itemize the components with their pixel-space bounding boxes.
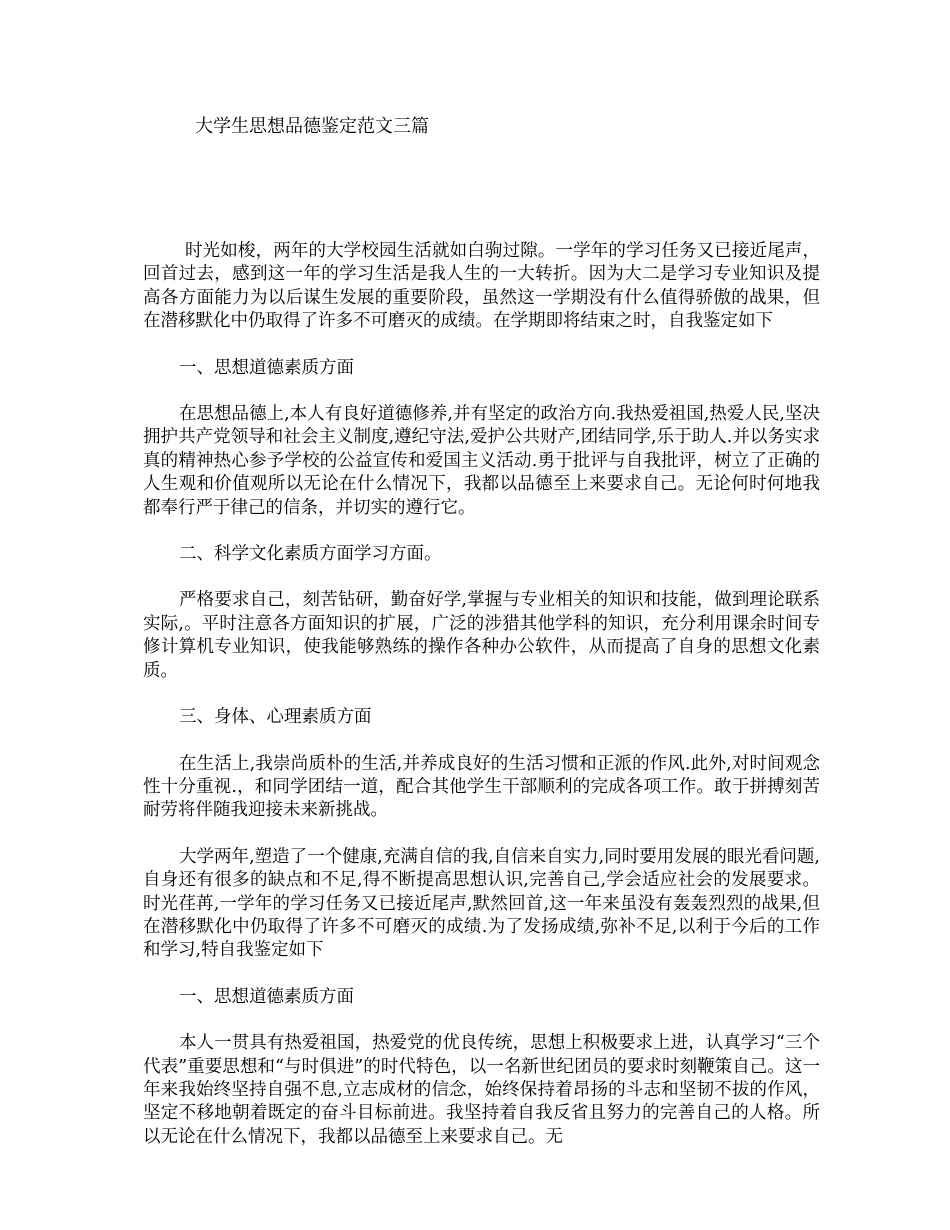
section-heading-moral-2: 一、思想道德素质方面: [179, 986, 354, 1007]
section-heading-physical: 三、身体、心理素质方面: [179, 707, 372, 728]
section-heading-culture: 二、科学文化素质方面学习方面。: [179, 544, 442, 565]
moral-paragraph: 在思想品德上,本人有良好道德修养,并有坚定的政治方向.我热爱祖国,热爱人民,坚决拥护共产党领导和社会主义制度,遵纪守法,爱护公共财产,团结同学,乐于助人.并以务实求真的精神热心参予学校的公益宣传和爱国主义活动.勇于批评与自我批评，树立了正确的人生观和价值观所以无论在什么情况下，我都以品德至上来要求自己。无论何时何地我都奉行严于律己的信条，并切实的遵行它。: [143, 404, 820, 518]
second-essay-intro-paragraph: 大学两年,塑造了一个健康,充满自信的我,自信来自实力,同时要用发展的眼光看问题,自身还有很多的缺点和不足,得不断提高思想认识,完善自己,学会适应社会的发展要求。时光荏苒,一学年的学习任务又已接近尾声,默然回首,这一年来虽没有轰轰烈烈的战果,但在潜移默化中仍取得了许多不可磨灭的成绩.为了发扬成绩,弥补不足,以利于今后的工作和学习,特自我鉴定如下: [143, 846, 820, 961]
document-title: 大学生思想品德鉴定范文三篇: [195, 116, 429, 137]
moral-paragraph-2: 本人一贯具有热爱祖国，热爱党的优良传统，思想上积极要求上进，认真学习“三个代表”重要思想和“与时俱进”的时代特色，以一名新世纪团员的要求时刻鞭策自己。这一年来我始终坚持自强不息,立志成材的信念，始终保持着昂扬的斗志和坚韧不拔的作风，坚定不移地朝着既定的奋斗目标前进。我坚持着自我反省且努力的完善自己的人格。所以无论在什么情况下，我都以品德至上来要求自己。无: [143, 1033, 820, 1147]
document-body: [143, 240, 820, 1172]
section-heading-moral: 一、思想道德素质方面: [179, 357, 354, 378]
culture-paragraph: 严格要求自己，刻苦钻研，勤奋好学,掌握与专业相关的知识和技能，做到理论联系实际,。平时注意各方面知识的扩展，广泛的涉猎其他学科的知识，充分利用课余时间专修计算机专业知识，使我能够熟练的操作各种办公软件，从而提高了自身的思想文化素质。: [143, 590, 820, 681]
intro-paragraph: 时光如梭，两年的大学校园生活就如白驹过隙。一学年的学习任务又已接近尾声，回首过去，感到这一年的学习生活是我人生的一大转折。因为大二是学习专业知识及提高各方面能力为以后谋生发展的重要阶段，虽然这一学期没有什么值得骄傲的战果，但在潜移默化中仍取得了许多不可磨灭的成绩。在学期即将结束之时，自我鉴定如下: [143, 241, 820, 332]
physical-paragraph: 在生活上,我崇尚质朴的生活,并养成良好的生活习惯和正派的作风.此外,对时间观念性十分重视.，和同学团结一道，配合其他学生干部顺利的完成各项工作。敢于拼搏刻苦耐劳将伴随我迎接未来新挑战。: [143, 753, 820, 821]
